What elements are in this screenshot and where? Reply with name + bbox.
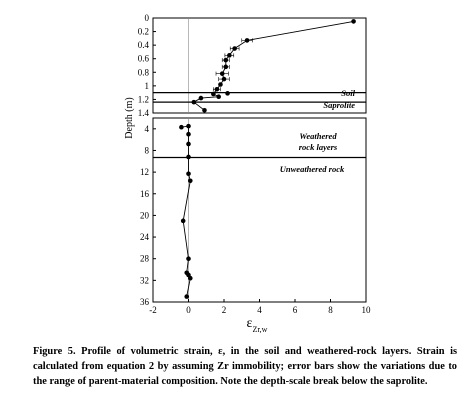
- zone-label-weathered-1: Weathered: [299, 131, 337, 141]
- y-tick-label: 12: [140, 167, 149, 178]
- x-tick-label: 2: [221, 305, 227, 315]
- y-tick-label: 32: [140, 275, 149, 286]
- data-point: [192, 100, 197, 105]
- data-point: [232, 46, 237, 51]
- zone-label-weathered-2: rock layers: [298, 142, 338, 152]
- data-point: [225, 91, 230, 96]
- data-point: [184, 294, 189, 299]
- data-point: [186, 124, 191, 129]
- data-point: [186, 142, 191, 147]
- data-point: [227, 53, 232, 58]
- zone-label-soil: Soil: [341, 88, 355, 98]
- data-point: [218, 82, 223, 87]
- y-tick-label: 0.4: [137, 40, 149, 51]
- y-tick-label: 20: [140, 210, 149, 221]
- y-tick-label: 0.8: [137, 67, 149, 78]
- x-tick-label: -2: [149, 305, 157, 315]
- data-point: [199, 96, 204, 101]
- y-tick-label: 1: [144, 80, 149, 91]
- y-tick-label: 8: [144, 145, 149, 156]
- data-point: [222, 77, 227, 82]
- y-tick-label: 24: [140, 232, 149, 243]
- x-axis-title-symbol: ε: [246, 316, 253, 331]
- x-axis: [149, 299, 371, 315]
- data-point: [186, 171, 191, 176]
- x-axis-title-subscript: Zr,w: [252, 325, 268, 334]
- y-tick-label: 0.6: [137, 53, 149, 64]
- x-tick-label: 4: [257, 305, 262, 315]
- data-point: [202, 108, 207, 113]
- y-tick-label: 1.4: [137, 108, 149, 118]
- upper-panel-frame: [153, 18, 366, 113]
- data-point: [215, 87, 220, 92]
- data-point: [186, 132, 191, 137]
- y-tick-label: 0: [144, 13, 149, 23]
- x-axis-title: [247, 316, 268, 334]
- data-point: [216, 94, 221, 99]
- zone-label-unweathered: Unweathered rock: [279, 164, 345, 174]
- y-tick-label: 36: [140, 297, 149, 307]
- x-tick-label: 6: [292, 305, 298, 315]
- data-point: [179, 125, 184, 130]
- y-tick-label: 1.2: [137, 94, 149, 105]
- data-point: [188, 276, 193, 281]
- y-tick-label: 4: [144, 123, 149, 134]
- y-axis-title: Depth (m): [124, 97, 135, 139]
- data-point: [188, 178, 193, 183]
- data-point: [181, 219, 186, 224]
- y-tick-label: 0.2: [137, 26, 149, 37]
- data-point: [351, 19, 356, 24]
- data-point: [186, 155, 191, 160]
- data-point: [211, 92, 216, 97]
- data-point: [223, 58, 228, 63]
- y-tick-label: 16: [140, 188, 149, 199]
- data-point: [223, 65, 228, 70]
- y-tick-label: 28: [140, 253, 149, 264]
- data-point: [186, 256, 191, 261]
- upper-plot-area: [153, 18, 366, 113]
- figure-caption: Figure 5. Profile of volumetric strain, ε, in the soil and weathered-rock layers. Strain is calculated from equation 2 by assuming Zr immobility; error bars show the variations due to the range of parent-material composition. Note the depth-scale break below the saprolite.: [33, 346, 457, 387]
- x-tick-label: 0: [186, 305, 191, 315]
- data-point: [245, 38, 250, 43]
- data-point: [220, 71, 225, 76]
- x-tick-label: 10: [361, 305, 371, 315]
- zone-label-saprolite: Saprolite: [323, 100, 355, 110]
- x-tick-label: 8: [328, 305, 333, 315]
- lower-y-axis: [140, 124, 156, 307]
